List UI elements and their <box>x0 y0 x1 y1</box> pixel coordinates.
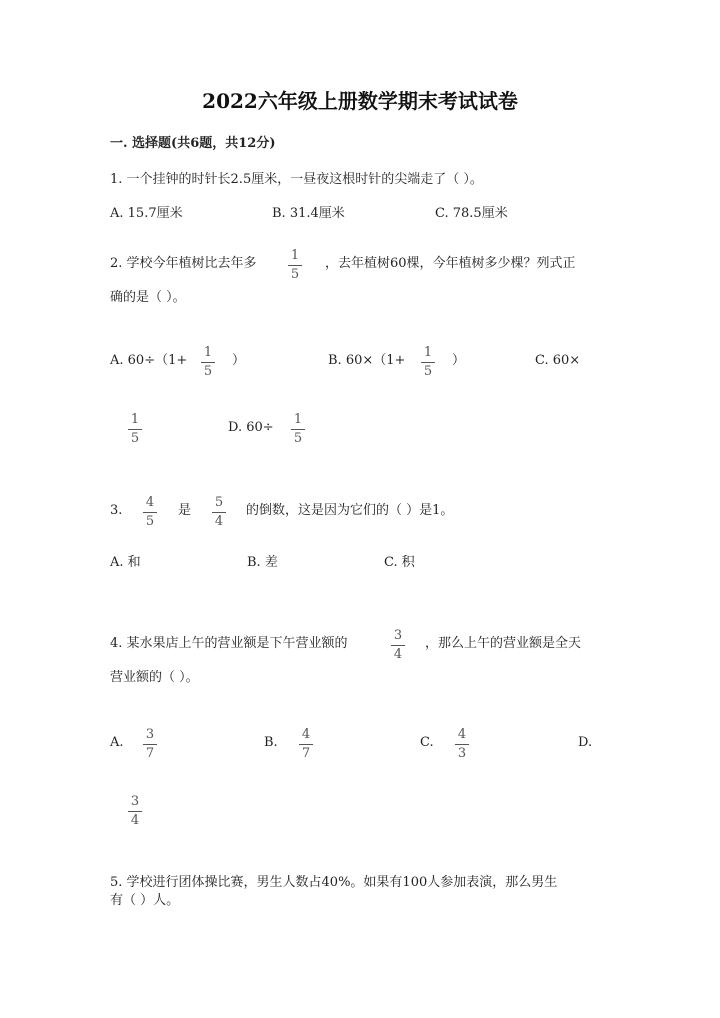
fraction-numerator: 4 <box>457 727 467 742</box>
question-5-text-line2: 有（ ）人。 <box>110 893 180 908</box>
question-3-fraction-1 <box>140 496 160 529</box>
fraction-bar <box>455 744 469 745</box>
option-c-fraction <box>452 728 472 761</box>
option-a-suffix: ） <box>232 353 246 368</box>
fraction-numerator: 4 <box>301 727 311 742</box>
fraction-numerator: 1 <box>290 248 300 263</box>
fraction-denominator: 5 <box>203 364 213 379</box>
option-b-fraction <box>418 346 438 379</box>
question-3-middle-text: 是 <box>178 503 192 518</box>
question-2-text-line2: 确的是（ ）。 <box>110 290 186 305</box>
option-a-prefix: A. 60÷（1+ <box>110 353 188 368</box>
question-1-text: 1. 一个挂钟的时针长2.5厘米，一昼夜这根时针的尖端走了（ ）。 <box>110 172 483 187</box>
option-b-fraction <box>296 728 316 761</box>
question-3-option-c[interactable]: C. 积 <box>384 555 415 570</box>
question-3-option-a[interactable]: A. 和 <box>110 555 141 570</box>
question-4-fraction <box>388 629 408 662</box>
fraction-denominator: 7 <box>301 746 311 761</box>
option-c-label: C. <box>420 735 434 750</box>
option-a-fraction <box>198 346 218 379</box>
fraction-bar <box>291 429 305 430</box>
fraction-denominator: 7 <box>145 746 155 761</box>
fraction-bar <box>212 512 226 513</box>
fraction-bar <box>143 744 157 745</box>
question-2-text-start: 2. 学校今年植树比去年多 <box>110 256 257 271</box>
option-c-fraction <box>125 413 145 446</box>
question-1-option-b[interactable]: B. 31.4厘米 <box>272 206 345 221</box>
option-b-suffix: ） <box>452 353 466 368</box>
question-3-fraction-2 <box>209 496 229 529</box>
fraction-numerator: 1 <box>423 345 433 360</box>
fraction-numerator: 3 <box>130 794 140 809</box>
question-1-option-c[interactable]: C. 78.5厘米 <box>435 206 508 221</box>
fraction-numerator: 5 <box>214 495 224 510</box>
fraction-denominator: 5 <box>145 514 155 529</box>
section-heading: 一. 选择题(共6题，共12分) <box>110 136 276 151</box>
option-d-fraction <box>288 413 308 446</box>
question-5-text-line1: 5. 学校进行团体操比赛，男生人数占40%。如果有100人参加表演，那么男生 <box>110 875 558 890</box>
question-4-text-start: 4. 某水果店上午的营业额是下午营业额的 <box>110 636 348 651</box>
fraction-numerator: 3 <box>393 628 403 643</box>
fraction-bar <box>201 362 215 363</box>
fraction-denominator: 4 <box>393 647 403 662</box>
question-2-fraction <box>285 249 305 282</box>
fraction-denominator: 5 <box>290 267 300 282</box>
option-a-fraction <box>140 728 160 761</box>
page-title: 2022六年级上册数学期末考试试卷 <box>202 89 518 113</box>
fraction-bar <box>421 362 435 363</box>
fraction-numerator: 1 <box>203 345 213 360</box>
fraction-denominator: 5 <box>130 431 140 446</box>
question-2-text-end: ，去年植树60棵，今年植树多少棵？列式正 <box>325 256 576 271</box>
fraction-denominator: 5 <box>293 431 303 446</box>
option-b-prefix: B. 60×（1+ <box>328 353 406 368</box>
fraction-denominator: 4 <box>130 813 140 828</box>
question-3-number: 3. <box>110 503 123 518</box>
option-d-label: D. <box>578 735 593 750</box>
question-3-option-b[interactable]: B. 差 <box>247 555 278 570</box>
fraction-numerator: 3 <box>145 727 155 742</box>
fraction-bar <box>128 429 142 430</box>
fraction-bar <box>128 811 142 812</box>
option-d-fraction <box>125 795 145 828</box>
fraction-numerator: 1 <box>130 412 140 427</box>
fraction-bar <box>143 512 157 513</box>
fraction-numerator: 1 <box>293 412 303 427</box>
question-4-text-line2: 营业额的（ ）。 <box>110 670 199 685</box>
option-d-prefix: D. 60÷ <box>228 420 274 435</box>
option-c-prefix: C. 60× <box>535 353 581 368</box>
question-3-text-end: 的倒数，这是因为它们的（ ）是1。 <box>246 503 454 518</box>
fraction-bar <box>299 744 313 745</box>
fraction-bar <box>288 265 302 266</box>
option-b-label: B. <box>264 735 278 750</box>
fraction-numerator: 4 <box>145 495 155 510</box>
fraction-denominator: 3 <box>457 746 467 761</box>
fraction-denominator: 5 <box>423 364 433 379</box>
question-4-text-end: ，那么上午的营业额是全天 <box>425 636 582 651</box>
option-a-label: A. <box>110 735 124 750</box>
fraction-bar <box>391 645 405 646</box>
fraction-denominator: 4 <box>214 514 224 529</box>
question-1-option-a[interactable]: A. 15.7厘米 <box>110 206 183 221</box>
